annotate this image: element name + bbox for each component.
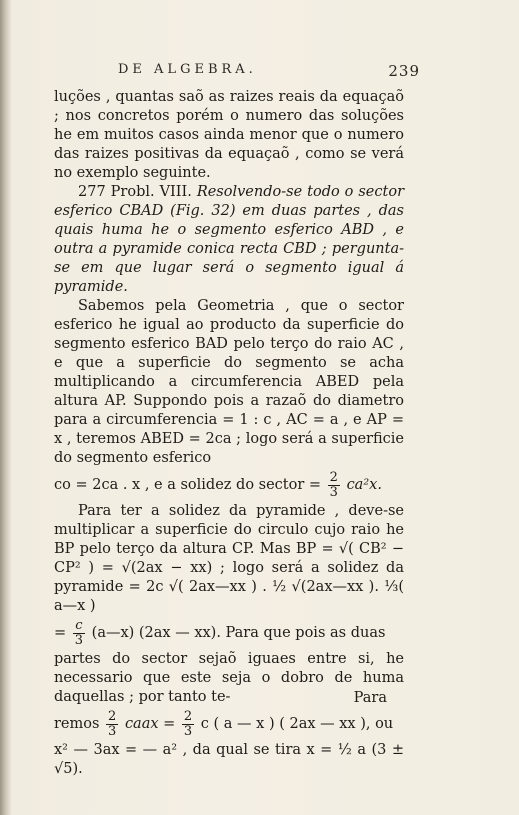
paragraph-5: partes do sector sejaõ iguaes entre si, he necessario que este seja o dobro de huma daquellas ; por tanto te- (54, 651, 404, 705)
running-title: DE ALGEBRA. (118, 62, 257, 77)
equation-2 (54, 616, 404, 650)
page-body (54, 88, 404, 779)
equation-1-right: ca²x. (346, 477, 382, 493)
equation-3-middle: caax = (124, 716, 176, 732)
problem-label: Probl. VIII. (110, 184, 192, 200)
paragraph-3: Sabemos pela Geometria , que o sector esferico he igual ao producto da superficie do segmento esferico BAD pelo terço do raio AC , e que a superficie do segmento se acha multiplicando a circumferencia ABED pela altura AP. Suppondo pois a razaõ do diametro para a circumferencia = 1 : c , AC = a , e AP = x , teremos ABED = 2ca ; logo será a superficie do segmento esferico (54, 298, 404, 466)
equation-2-left: = (54, 625, 67, 641)
fraction-left: $\frac{2}{3}$ (108, 708, 117, 739)
equation-3-lead: remos (54, 716, 100, 732)
article-number: 277 (78, 184, 106, 200)
equation-1-left: co = 2ca . x , e a solidez do sector = (54, 477, 322, 493)
fraction-two-thirds: $\frac{2}{3}$ (329, 469, 338, 500)
fraction-c-thirds: $\frac{c}{3}$ (74, 617, 84, 648)
problem-statement: Resolvendo-se todo o sector esferico CBAD (Fig. 32) em duas partes , das quais huma he o segmento esferico ABD , e outra a pyramide conica recta CBD ; pergunta-se em que lugar será o segmento igual á pyramide. (54, 184, 404, 295)
equation-1 (54, 468, 404, 502)
equation-3 (54, 707, 404, 741)
paragraph-4: Para ter a solidez da pyramide , deve-se multiplicar a superficie do circulo cujo raio he BP pelo terço da altura CP. Mas BP = √( CB² − CP² ) = √(2ax − xx) ; logo será a solidez da pyramide = 2c √( 2ax—xx ) . ½ √(2ax—xx ). ⅓( a—x ) (54, 503, 404, 614)
paragraph-1: luções , quantas saõ as raizes reais da equaçaõ ; nos concretos porém o numero das soluções he em muitos casos ainda menor que o numero das raizes positivas da equaçaõ , como se verá no exemplo seguinte. (54, 89, 404, 181)
equation-3-right: c ( a — x ) ( 2ax — xx ), ou (200, 716, 394, 732)
catchword: Para (353, 690, 387, 706)
equation-2-right: (a—x) (2ax — xx). Para que pois as duas (91, 625, 386, 641)
problem-paragraph (54, 183, 404, 297)
paragraph-6: x² — 3ax = — a² , da qual se tira x = ½ a (3 ± √5). (54, 742, 404, 777)
running-header (118, 60, 420, 80)
page-number: 239 (388, 62, 420, 80)
page-gutter (0, 0, 12, 815)
fraction-right: $\frac{2}{3}$ (183, 708, 193, 739)
